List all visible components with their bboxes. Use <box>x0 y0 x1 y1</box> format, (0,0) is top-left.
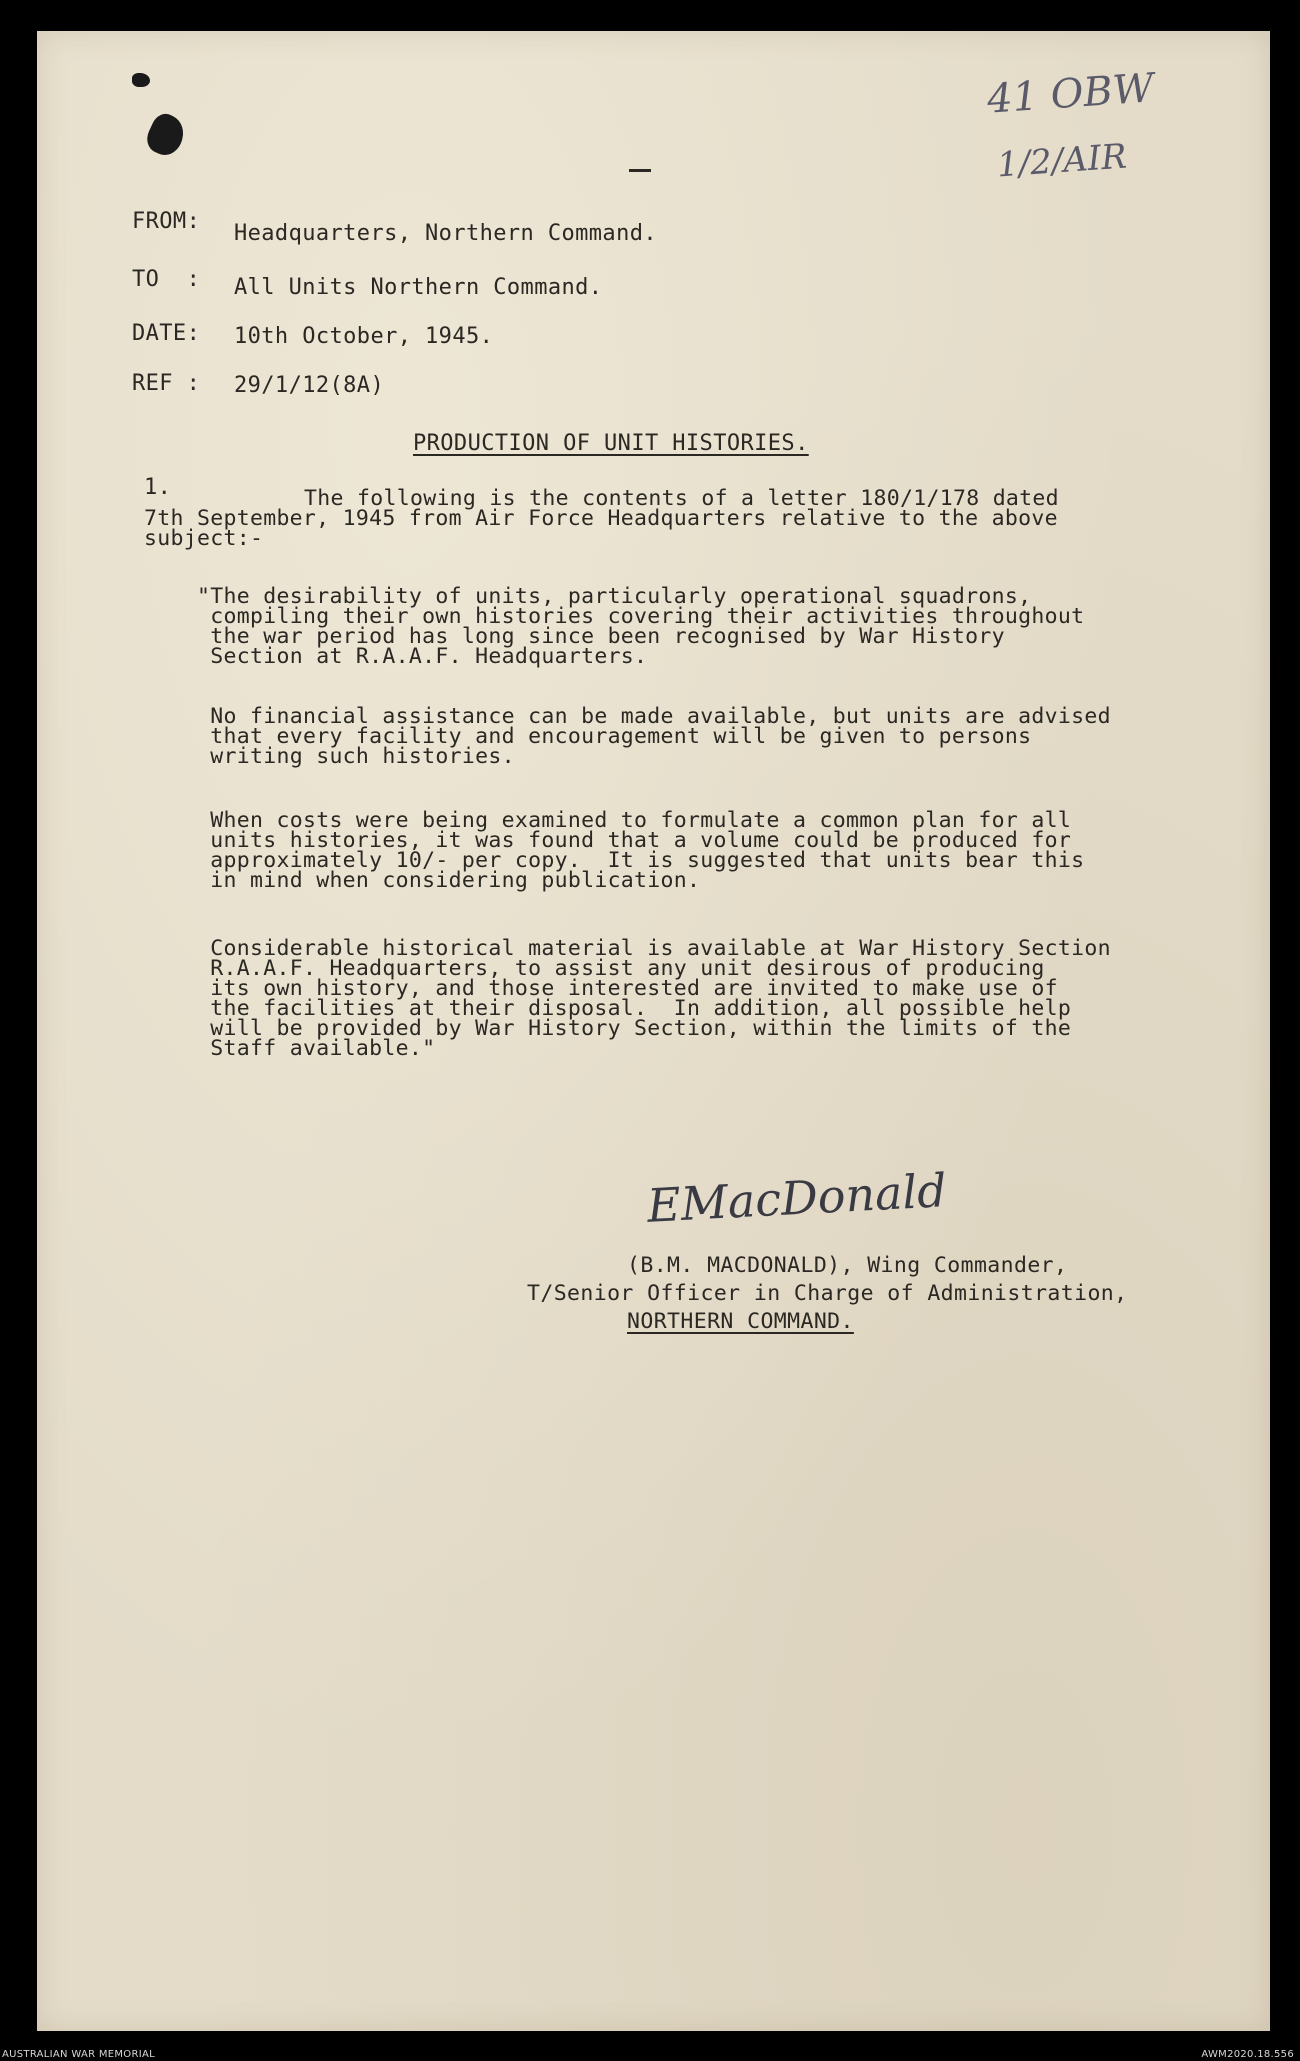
intro-line-3: subject:- <box>144 526 264 551</box>
quote-p1-line-3: the war period has long since been recognised by War History <box>197 624 1005 649</box>
handwritten-file-code: 1/2/AIR <box>995 136 1129 186</box>
quote-paragraph-2 <box>197 704 1111 769</box>
quote-p4-line-4: the facilities at their disposal. In addition, all possible help <box>197 996 1072 1021</box>
date-label: DATE: <box>132 321 201 346</box>
quote-p2-line-2: that every facility and encouragement will be given to persons <box>197 724 1032 749</box>
to-label: TO : <box>132 267 201 292</box>
footer-accession-number: AWM2020.18.556 <box>1201 2049 1294 2060</box>
ref-label: REF : <box>132 371 201 396</box>
hole-blot-top <box>132 73 150 87</box>
footer-credit: AUSTRALIAN WAR MEMORIAL <box>2 2049 155 2060</box>
quote-p3-line-1: When costs were being examined to formulate a common plan for all <box>197 808 1072 833</box>
to-value: All Units Northern Command. <box>234 275 603 300</box>
quote-p1-line-1: "The desirability of units, particularly operational squadrons, <box>197 584 1032 609</box>
document-page <box>37 31 1270 2031</box>
handwritten-signature: EMacDonald <box>645 1163 948 1233</box>
handwritten-file-ref: 41 OBW <box>985 65 1156 123</box>
intro-line-2: 7th September, 1945 from Air Force Headquarters relative to the above <box>144 506 1058 531</box>
date-value: 10th October, 1945. <box>234 324 494 349</box>
document-title: PRODUCTION OF UNIT HISTORIES. <box>413 431 809 456</box>
quote-p4-line-3: its own history, and those interested are invited to make use of <box>197 976 1058 1001</box>
quote-paragraph-1 <box>197 584 1085 669</box>
top-dash-mark <box>629 169 651 172</box>
quote-p1-line-2: compiling their own histories covering their activities throughout <box>197 604 1085 629</box>
quote-p4-line-6: Staff available." <box>197 1036 436 1061</box>
intro-paragraph <box>144 486 1059 551</box>
intro-line-1: The following is the contents of a letter 180/1/178 dated <box>304 486 1059 511</box>
signatory-title: T/Senior Officer in Charge of Administration, <box>527 1281 1128 1306</box>
from-label: FROM: <box>132 209 201 234</box>
quote-p1-line-4: Section at R.A.A.F. Headquarters. <box>197 644 648 669</box>
ref-value: 29/1/12(8A) <box>234 373 385 398</box>
quote-p4-line-2: R.A.A.F. Headquarters, to assist any unit desirous of producing <box>197 956 1045 981</box>
quote-paragraph-3 <box>197 808 1085 893</box>
quote-p2-line-3: writing such histories. <box>197 744 515 769</box>
quote-p4-line-1: Considerable historical material is available at War History Section <box>197 936 1111 961</box>
signatory-name: (B.M. MACDONALD), Wing Commander, <box>627 1253 1068 1278</box>
paragraph-number: 1. <box>144 475 172 500</box>
signatory-command: NORTHERN COMMAND. <box>627 1309 854 1334</box>
quote-p3-line-3: approximately 10/- per copy. It is suggested that units bear this <box>197 848 1085 873</box>
quote-p2-line-1: No financial assistance can be made available, but units are advised <box>197 704 1111 729</box>
quote-p3-line-4: in mind when considering publication. <box>197 868 701 893</box>
quote-p4-line-5: will be provided by War History Section, within the limits of the <box>197 1016 1072 1041</box>
hole-blot-bottom <box>142 110 190 161</box>
quote-paragraph-4 <box>197 936 1111 1061</box>
quote-p3-line-2: units histories, it was found that a volume could be produced for <box>197 828 1072 853</box>
from-value: Headquarters, Northern Command. <box>234 221 657 246</box>
